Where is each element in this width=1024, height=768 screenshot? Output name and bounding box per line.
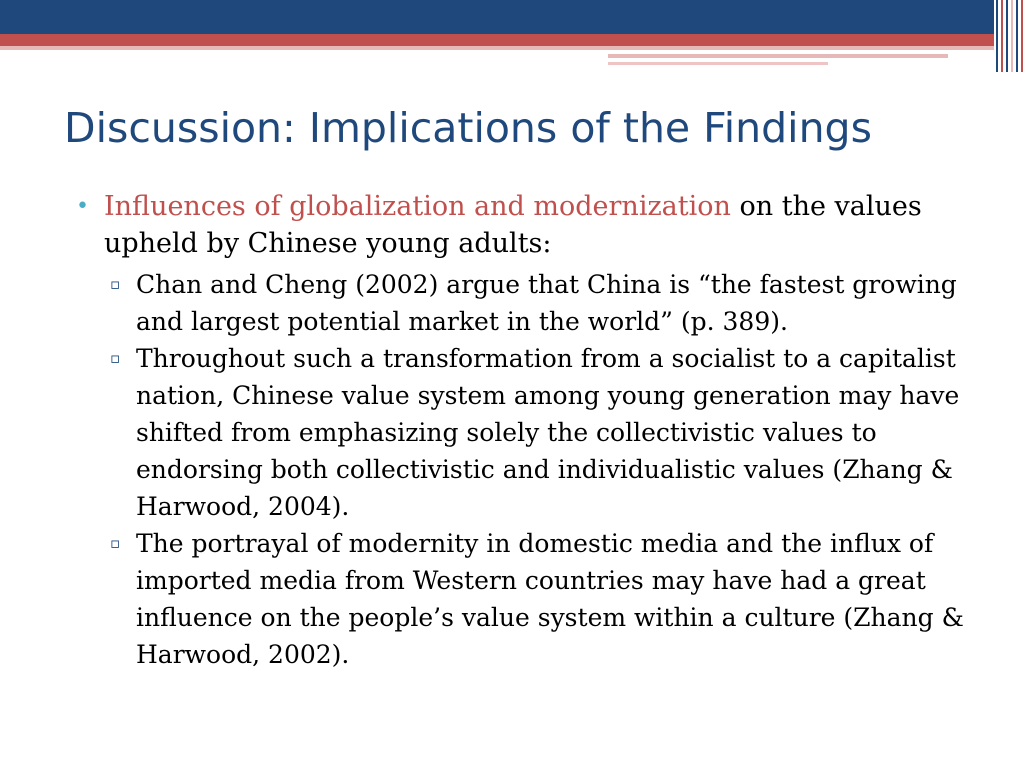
square-bullet-icon: ▫ bbox=[110, 349, 121, 367]
bullet-item bbox=[76, 188, 976, 262]
highlighted-text: Influences of globalization and modernization bbox=[104, 191, 731, 222]
slide-title: Discussion: Implications of the Findings bbox=[64, 104, 872, 152]
header-right-stripes bbox=[994, 0, 1024, 72]
subbullet-text: Chan and Cheng (2002) argue that China is “the fastest growing and largest potential market in the world” (p. 389). bbox=[136, 270, 957, 336]
header-accent-line bbox=[608, 62, 828, 65]
bullet-dot-icon: • bbox=[76, 194, 89, 219]
stripe bbox=[1006, 0, 1008, 72]
subbullet-text: The portrayal of modernity in domestic media and the influx of imported media from Western countries may have had a great influence on the people’s value system within a culture (Zhang & Harwood, 2002). bbox=[136, 529, 964, 669]
subbullet-text: Throughout such a transformation from a socialist to a capitalist nation, Chinese value system among young generation may have shifted from emphasizing solely the collectivistic values to endorsing both collectivistic and individualistic values (Zhang & Harwood, 2004). bbox=[136, 344, 960, 521]
slide-body bbox=[76, 188, 976, 673]
subbullet-item bbox=[76, 525, 976, 673]
stripe bbox=[1016, 0, 1018, 72]
subbullet-item bbox=[76, 340, 976, 525]
stripe bbox=[996, 0, 998, 72]
stripe bbox=[1011, 0, 1013, 72]
stripe bbox=[1001, 0, 1003, 72]
square-bullet-icon: ▫ bbox=[110, 534, 121, 552]
header-red-bar bbox=[0, 34, 1024, 46]
stripe bbox=[1021, 0, 1023, 72]
header-accent-line bbox=[608, 54, 948, 58]
header-pink-bar bbox=[0, 46, 1024, 50]
square-bullet-icon: ▫ bbox=[110, 275, 121, 293]
subbullet-item bbox=[76, 266, 976, 340]
header-blue-bar bbox=[0, 0, 1024, 34]
bullet-text: on the values upheld by Chinese young adults: bbox=[104, 191, 922, 259]
